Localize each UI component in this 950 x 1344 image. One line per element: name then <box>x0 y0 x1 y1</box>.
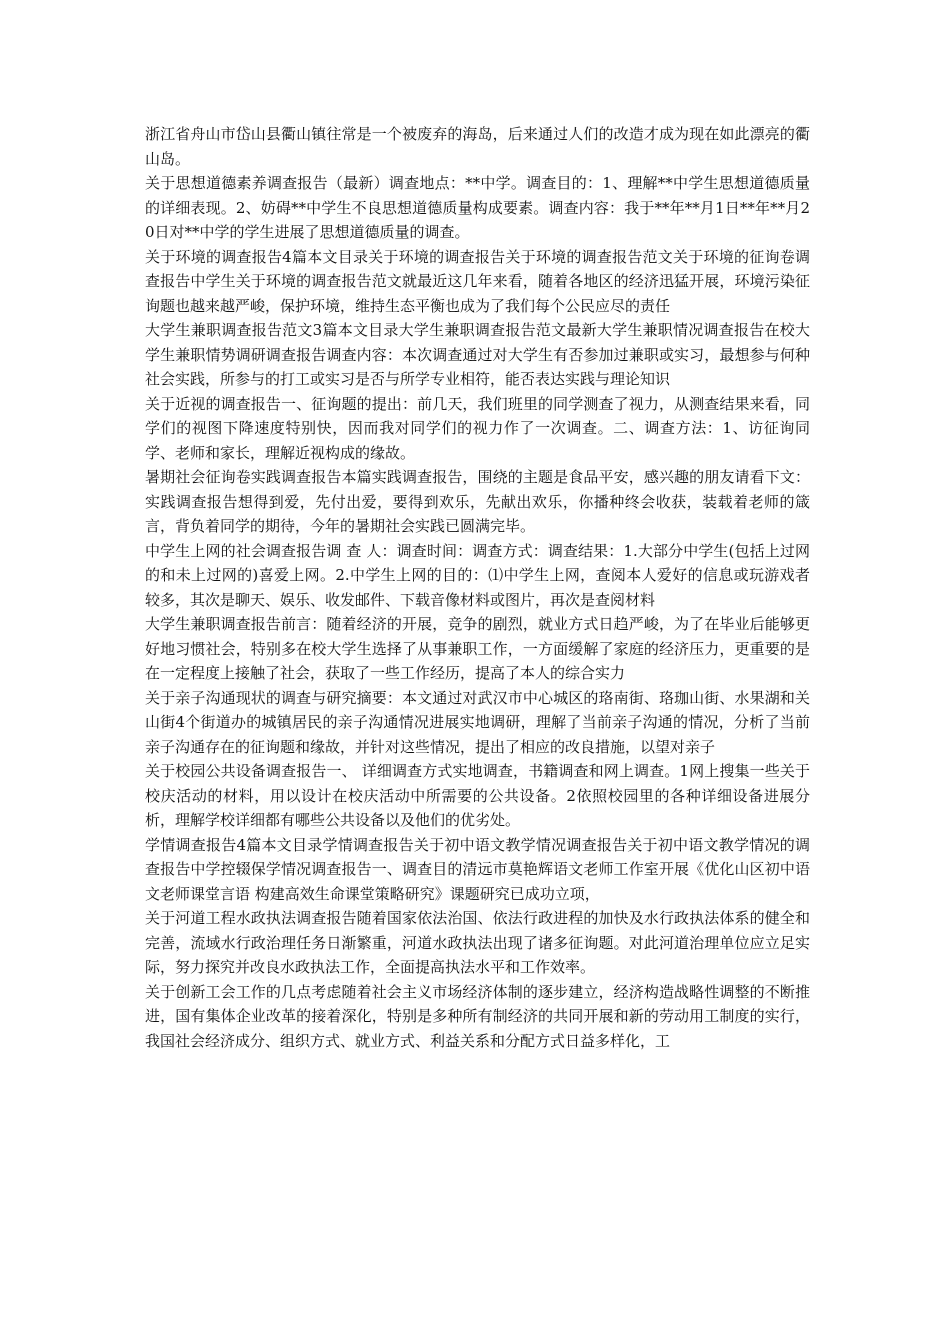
document-body <box>145 122 810 1053</box>
paragraph-3: 关于环境的调查报告4篇本文目录关于环境的调查报告关于环境的调查报告范文关于环境的征询卷调查报告中学生关于环境的调查报告范文就最近这几年来看，随着各地区的经济迅猛开展，环境污染征询题也越来越严峻，保护环境，维持生态平衡也成为了我们每个公民应尽的责任 <box>145 247 810 315</box>
paragraph-7: 中学生上网的社会调查报告调 查 人：调查时间：调查方式：调查结果：1.大部分中学生(包括上过网的和未上过网的)喜爱上网。2.中学生上网的目的：⑴中学生上网，查阅本人爱好的信息或玩游戏者较多，其次是聊天、娱乐、收发邮件、下载音像材料或图片，再次是查阅材料 <box>145 541 810 609</box>
paragraph-8: 大学生兼职调查报告前言：随着经济的开展，竞争的剧烈，就业方式日趋严峻，为了在毕业后能够更好地习惯社会，特别多在校大学生选择了从事兼职工作，一方面缓解了家庭的经济压力，更重要的是在一定程度上接触了社会，获取了一些工作经历，提高了本人的综合实力 <box>145 615 810 682</box>
paragraph-11: 学情调查报告4篇本文目录学情调查报告关于初中语文教学情况调查报告关于初中语文教学情况的调查报告中学控辍保学情况调查报告一、调查目的清远市莫艳辉语文老师工作室开展《优化山区初中语文老师课堂言语 构建高效生命课堂策略研究》课题研究已成功立项， <box>145 835 810 903</box>
paragraph-6: 暑期社会征询卷实践调查报告本篇实践调查报告，围绕的主题是食品平安，感兴趣的朋友请看下文：实践调查报告想得到爱，先付出爱，要得到欢乐，先献出欢乐，你播种终会收获，装载着老师的箴言，背负着同学的期待，今年的暑期社会实践已圆满完毕。 <box>145 468 810 535</box>
paragraph-2: 关于思想道德素养调查报告（最新）调查地点：**中学。调查目的：1、理解**中学生思想道德质量的详细表现。2、妨碍**中学生不良思想道德质量构成要素。调查内容：我于**年**月1日**年**月20日对**中学的学生进展了思想道德质量的调查。 <box>145 174 810 241</box>
paragraph-9: 关于亲子沟通现状的调查与研究摘要：本文通过对武汉市中心城区的珞南街、珞珈山街、水果湖和关山街4个街道办的城镇居民的亲子沟通情况进展实地调研，理解了当前亲子沟通的情况，分析了当前亲子沟通存在的征询题和缘故，并针对这些情况，提出了相应的改良措施，以望对亲子 <box>145 688 810 756</box>
paragraph-10: 关于校园公共设备调查报告一、 详细调查方式实地调查，书籍调查和网上调查。1网上搜集一些关于校庆活动的材料，用以设计在校庆活动中所需要的公共设备。2依照校园里的各种详细设备进展分析，理解学校详细都有哪些公共设备以及他们的优劣处。 <box>145 762 810 829</box>
paragraph-5: 关于近视的调查报告一、征询题的提出：前几天，我们班里的同学测查了视力，从测查结果来看，同学们的视图下降速度特别快，因而我对同学们的视力作了一次调查。二、调查方法：1、访征询同学、老师和家长，理解近视构成的缘故。 <box>145 394 810 462</box>
paragraph-12: 关于河道工程水政执法调查报告随着国家依法治国、依法行政进程的加快及水行政执法体系的健全和完善，流域水行政治理任务日渐繁重，河道水政执法出现了诸多征询题。对此河道治理单位应立足实际，努力探究并改良水政执法工作，全面提高执法水平和工作效率。 <box>145 909 810 976</box>
paragraph-1: 浙江省舟山市岱山县衢山镇往常是一个被废弃的海岛，后来通过人们的改造才成为现在如此漂亮的衢山岛。 <box>145 125 810 168</box>
paragraph-4: 大学生兼职调查报告范文3篇本文目录大学生兼职调查报告范文最新大学生兼职情况调查报告在校大学生兼职情势调研调查报告调查内容：本次调查通过对大学生有否参加过兼职或实习，最想参与何种社会实践，所参与的打工或实习是否与所学专业相符，能否表达实践与理论知识 <box>145 321 810 388</box>
paragraph-13: 关于创新工会工作的几点考虑随着社会主义市场经济体制的逐步建立，经济构造战略性调整的不断推进，国有集体企业改革的接着深化，特别是多种所有制经济的共同开展和新的劳动用工制度的实行，我国社会经济成分、组织方式、就业方式、利益关系和分配方式日益多样化，工 <box>145 982 810 1050</box>
